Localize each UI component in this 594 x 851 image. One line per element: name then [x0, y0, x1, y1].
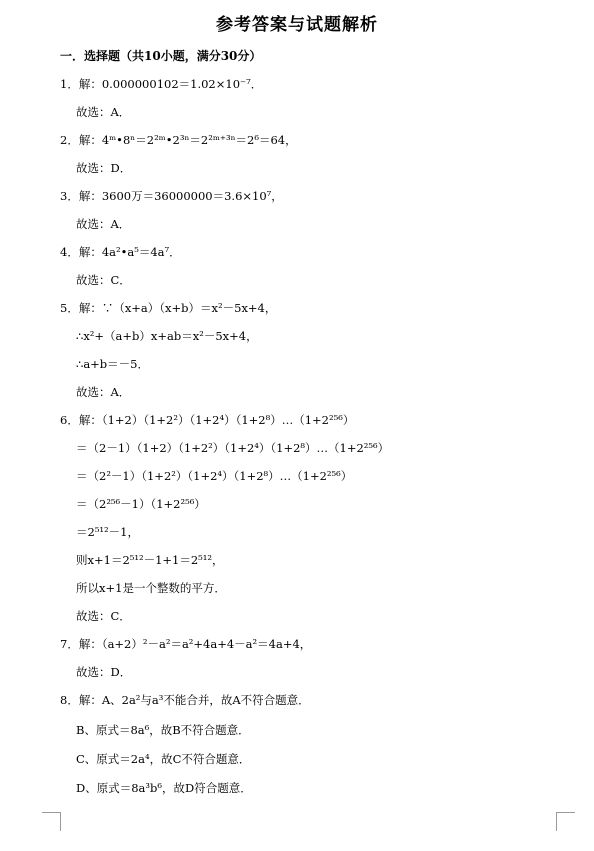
answer-line: 8．解：A、2a²与a³不能合并，故A不符合题意． [60, 693, 310, 707]
answer-line: 5．解：∵（x+a）（x+b）＝x²－5x+4， [60, 301, 277, 315]
answer-line: ∴a+b＝－5． [76, 357, 149, 371]
page-corner-mark-left [42, 812, 61, 831]
answer-line: ＝（2²－1）（1+2²）（1+2⁴）（1+2⁸）…（1+2²⁵⁶） [76, 469, 353, 483]
answer-line: 1．解：0.000000102＝1.02×10⁻⁷． [60, 77, 263, 91]
page-corner-mark-right [556, 812, 575, 831]
section-heading: 一．选择题（共10小题，满分30分） [60, 49, 262, 63]
answer-line: ＝（2－1）（1+2）（1+2²）（1+2⁴）（1+2⁸）…（1+2²⁵⁶） [76, 441, 390, 455]
answer-line: D、原式＝8a³b⁶，故D符合题意． [76, 781, 252, 795]
answer-line: B、原式＝8a⁶，故B不符合题意． [76, 723, 250, 737]
answer-line: 所以x+1是一个整数的平方． [76, 581, 226, 595]
answer-line: 故选：D． [76, 161, 132, 175]
answer-line: 故选：A． [76, 105, 131, 119]
answer-line: 故选：D． [76, 665, 132, 679]
page-title: 参考答案与试题解析 [216, 15, 378, 35]
answer-line: 则x+1＝2⁵¹²－1+1＝2⁵¹²， [76, 553, 224, 567]
answer-line: 2．解：4ᵐ•8ⁿ＝2²ᵐ•2³ⁿ＝2²ᵐ⁺³ⁿ＝2⁶＝64， [60, 133, 297, 147]
answer-line: 3．解：3600万＝36000000＝3.6×10⁷， [60, 189, 283, 203]
answer-line: ＝（2²⁵⁶－1）（1+2²⁵⁶） [76, 497, 206, 511]
answer-line: 6．解：（1+2）（1+2²）（1+2⁴）（1+2⁸）…（1+2²⁵⁶） [60, 413, 355, 427]
answer-line: 7．解：（a+2）²－a²＝a²+4a+4－a²＝4a+4， [60, 637, 312, 651]
answer-line: 故选：C． [76, 609, 131, 623]
answer-line: 故选：A． [76, 217, 131, 231]
answer-line: 4．解：4a²•a⁵＝4a⁷． [60, 245, 181, 259]
answer-line: C、原式＝2a⁴，故C不符合题意． [76, 752, 251, 766]
answer-line: 故选：A． [76, 385, 131, 399]
answer-line: ∴x²+（a+b）x+ab＝x²－5x+4， [76, 329, 258, 343]
answer-line: ＝2⁵¹²－1， [76, 525, 139, 539]
answer-line: 故选：C． [76, 273, 131, 287]
